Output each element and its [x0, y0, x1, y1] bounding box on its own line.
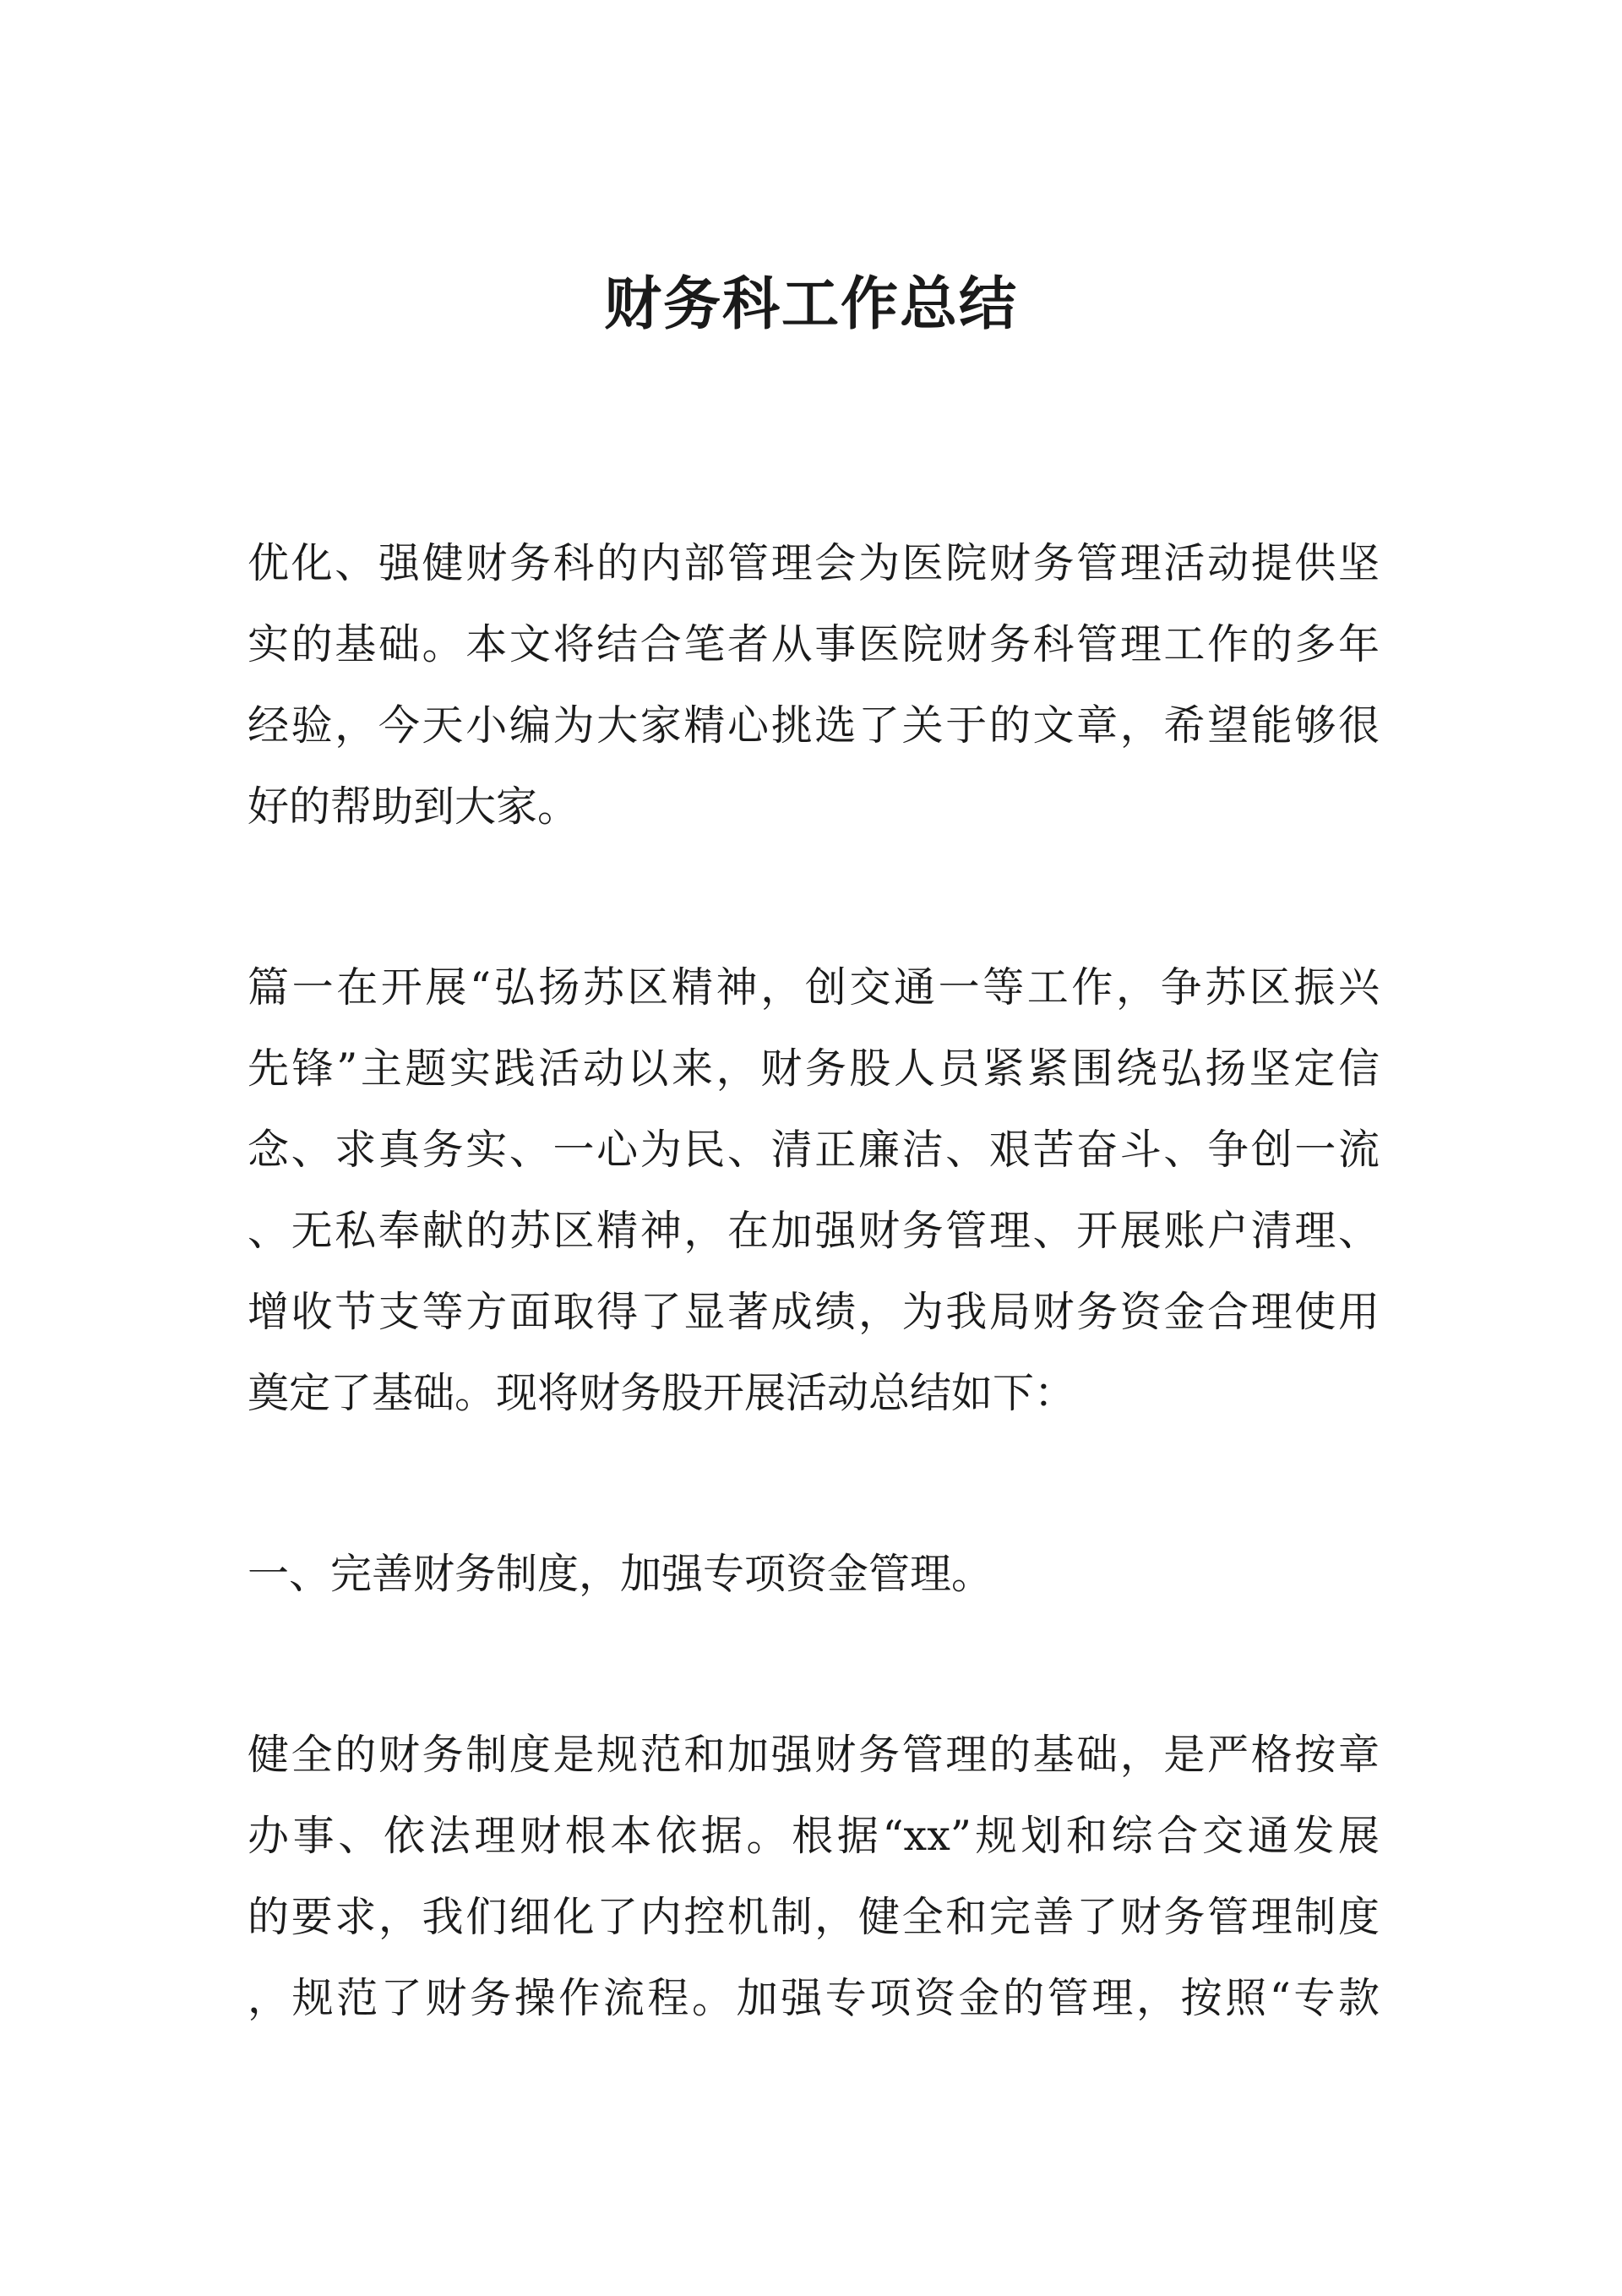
text-line: 的要求，我们细化了内控机制，健全和完善了财务管理制度 — [248, 1893, 1380, 1941]
document-title: 财务科工作总结 — [603, 270, 1018, 338]
text-line: 办事、依法理财根本依据。根据“xx”规划和综合交通发展 — [248, 1812, 1380, 1860]
text-line: 篇一在开展“弘扬苏区精神，创交通一等工作，争苏区振兴 — [248, 963, 1380, 1012]
text-line: 念、求真务实、一心为民、清正廉洁、艰苦奋斗、争创一流 — [248, 1126, 1380, 1174]
text-line: 实的基础。本文将结合笔者从事医院财务科管理工作的多年 — [248, 620, 1380, 668]
text-line: 优化、强健财务科的内部管理会为医院财务管理活动提供坚 — [248, 539, 1380, 587]
text-line: 增收节支等方面取得了显著成绩，为我局财务资金合理使用 — [248, 1288, 1380, 1336]
text-line: ，规范了财务操作流程。加强专项资金的管理，按照“专款 — [248, 1974, 1380, 2022]
text-line: 好的帮助到大家。 — [248, 783, 580, 831]
text-line: 先锋”主题实践活动以来，财务股人员紧紧围绕弘扬坚定信 — [248, 1044, 1380, 1093]
text-line: 、无私奉献的苏区精神，在加强财务管理、开展账户清理、 — [248, 1207, 1380, 1255]
section-heading: 一、完善财务制度，加强专项资金管理。 — [248, 1550, 993, 1598]
text-line: 奠定了基础。现将财务股开展活动总结如下： — [248, 1369, 1076, 1417]
text-line: 经验，今天小编为大家精心挑选了关于的文章，希望能够很 — [248, 701, 1380, 750]
text-line: 健全的财务制度是规范和加强财务管理的基础，是严格按章 — [248, 1731, 1380, 1779]
